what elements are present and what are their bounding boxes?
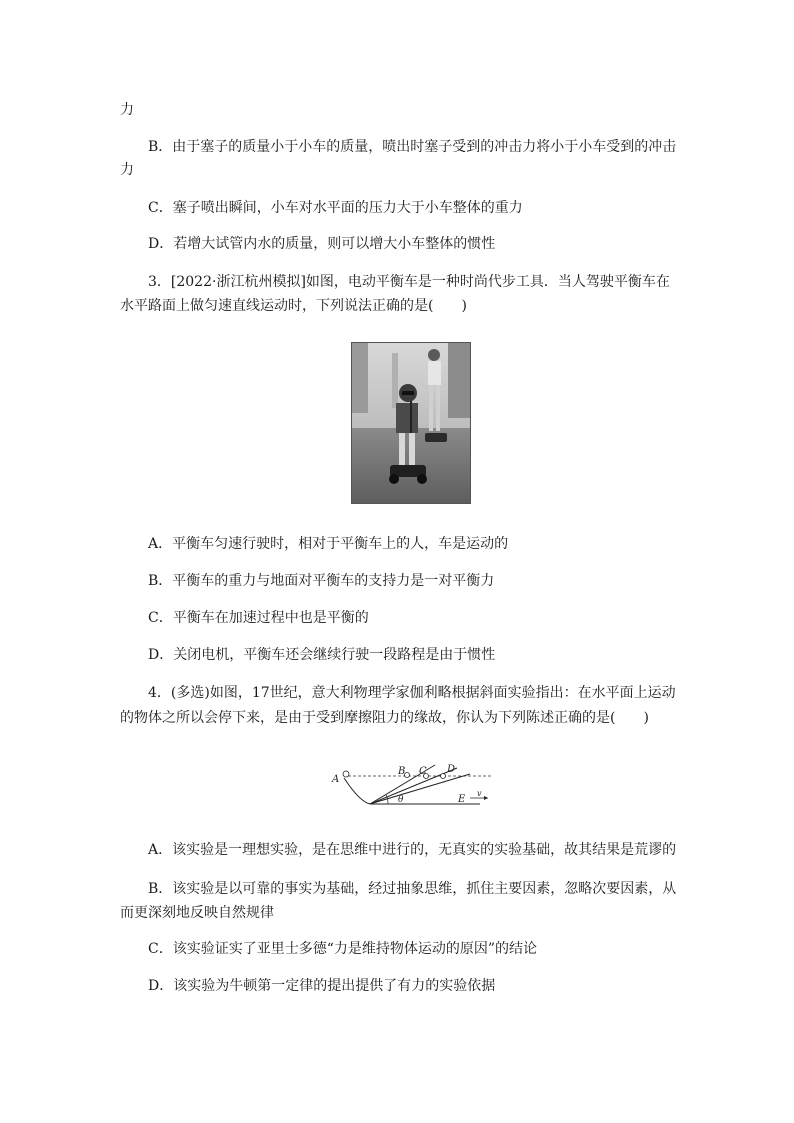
- option-b-line1: B．由于塞子的质量小于小车的质量，喷出时塞子受到的冲击力将小于小车受到的冲击: [148, 139, 677, 155]
- slope-3: [370, 774, 470, 804]
- curved-ramp: [344, 778, 370, 804]
- q3-stem-line1: 3．[2022·浙江杭州模拟]如图，电动平衡车是一种时尚代步工具．当人驾驶平衡车在: [148, 274, 670, 290]
- photo-illustration: [352, 343, 470, 503]
- q4-option-b-line2: 而更深刻地反映自然规律: [120, 905, 274, 921]
- option-d: D．若增大试管内水的质量，则可以增大小车整体的惯性: [148, 236, 496, 252]
- label-c: C: [419, 766, 427, 777]
- q3-option-a: A．平衡车匀速行驶时，相对于平衡车上的人，车是运动的: [148, 536, 509, 552]
- label-d: D: [447, 764, 456, 775]
- q4-option-c: C．该实验证实了亚里士多德“力是维持物体运动的原因”的结论: [148, 941, 538, 957]
- incline-diagram: [330, 760, 495, 810]
- q3-option-d: D．关闭电机，平衡车还会继续行驶一段路程是由于惯性: [148, 647, 496, 663]
- q4-option-a: A．该实验是一理想实验，是在思维中进行的，无真实的实验基础，故其结果是荒谬的: [148, 842, 677, 858]
- q4-stem-line2: 的物体之所以会停下来，是由于受到摩擦阻力的缘故，你认为下列陈述正确的是( ): [120, 710, 649, 726]
- text-line: 力: [120, 102, 134, 118]
- q4-option-b-line1: B．该实验是以可靠的事实为基础，经过抽象思维，抓住主要因素，忽略次要因素，从: [148, 881, 677, 897]
- q4-stem-line1: 4．(多选)如图，17世纪，意大利物理学家伽利略根据斜面实验指出：在水平面上运动: [148, 685, 676, 701]
- ball-d: [441, 774, 446, 779]
- ball-a: [343, 771, 349, 777]
- q3-option-b: B．平衡车的重力与地面对平衡车的支持力是一对平衡力: [148, 573, 495, 589]
- velocity-arrowhead: [484, 796, 488, 800]
- q3-stem-line2: 水平路面上做匀速直线运动时，下列说法正确的是( ): [120, 298, 467, 314]
- q3-option-c: C．平衡车在加速过程中也是平衡的: [148, 610, 369, 626]
- balance-scooter-photo: [351, 342, 471, 504]
- option-b-line2: 力: [120, 162, 134, 178]
- q4-option-d: D．该实验为牛顿第一定律的提出提供了有力的实验依据: [148, 978, 496, 994]
- option-c: C．塞子喷出瞬间，小车对水平面的压力大于小车整体的重力: [148, 200, 523, 216]
- label-theta: θ: [398, 795, 404, 805]
- label-e: E: [458, 794, 466, 805]
- label-a: A: [332, 774, 340, 785]
- label-b: B: [398, 766, 406, 777]
- incline-diagram-svg: [330, 760, 495, 810]
- label-v: v: [477, 789, 482, 798]
